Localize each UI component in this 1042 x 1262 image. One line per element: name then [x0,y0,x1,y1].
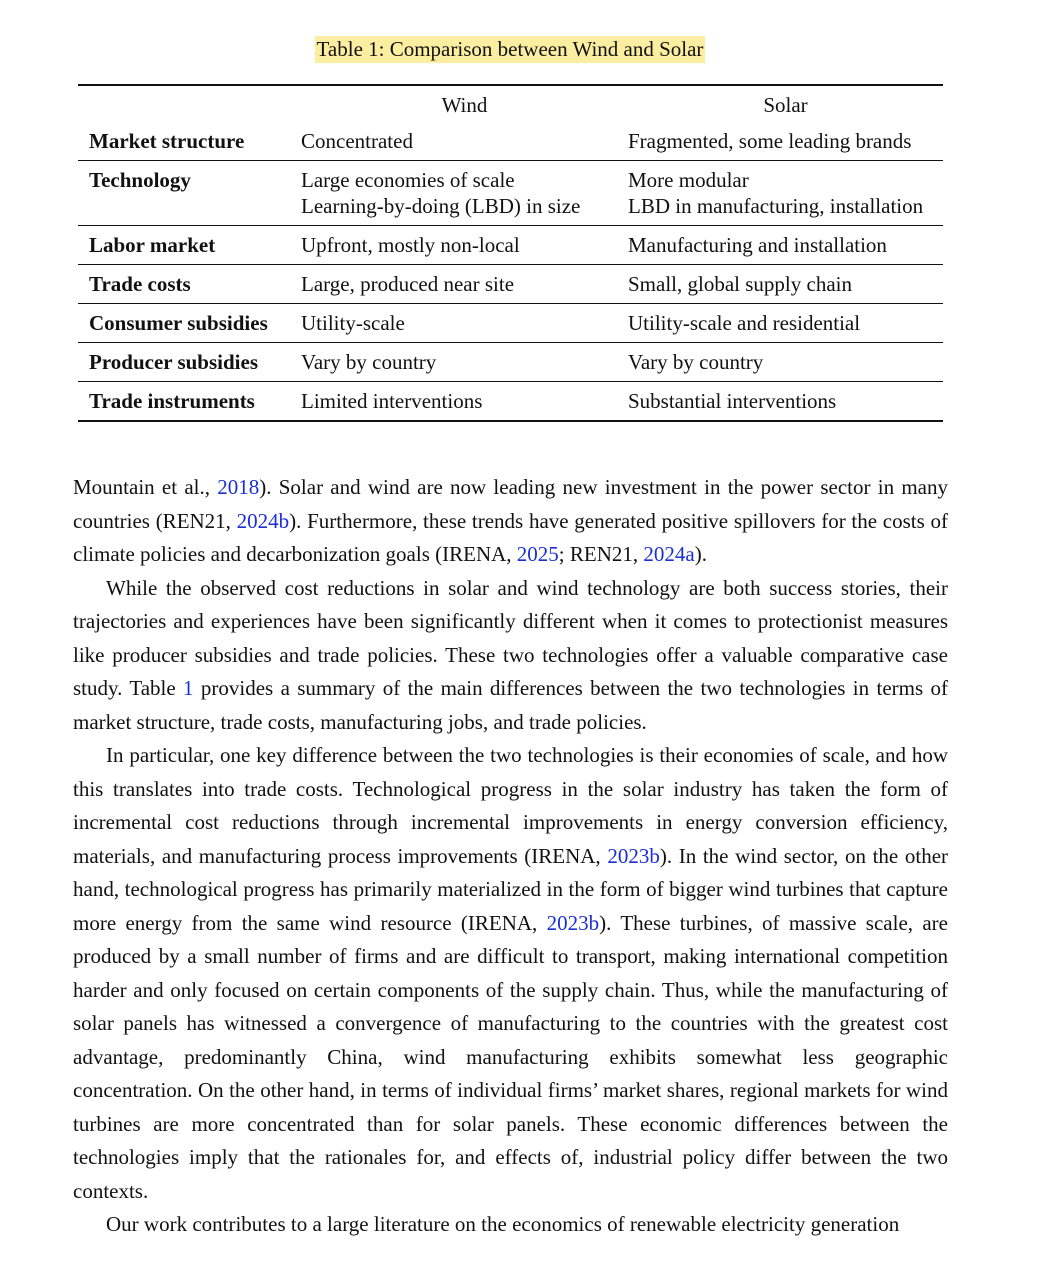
paragraph-text: Our work contributes to a large literature on the economics of renewable electricity generation [106,1212,900,1236]
wind-cell-line: Limited interventions [301,389,483,413]
paragraph-text: While the observed cost reductions in solar and wind technology are both success stories, their trajectories and experiences have been significantly different when it comes to protectionist measures like producer subsidies and trade policies. These two technologies offer a valuable comparative case study. Table [73,575,948,700]
paragraph [73,1208,948,1242]
citation-link[interactable]: 2025 [516,542,559,566]
paragraph-text: Mountain et al., [73,475,218,499]
solar-cell [628,122,943,161]
header-wind: Wind [441,93,488,117]
solar-cell-line: Vary by country [628,350,764,374]
solar-cell [628,343,943,382]
wind-cell [301,122,628,161]
citation-link[interactable]: 2024b [236,508,290,533]
table-row [78,304,943,343]
solar-cell-line: Manufacturing and installation [628,233,887,257]
solar-cell-line: More modular [628,168,749,192]
paragraph-text: ; REN21, [558,542,644,566]
paragraph-text: ). In the wind sector, on the other hand, technological progress has primarily materialized in the form of bigger wind turbines that capture more energy from the same wind resource (IRENA, [73,843,949,935]
table-row [78,161,943,226]
row-label: Producer subsidies [78,343,301,382]
wind-cell-line: Large, produced near site [301,272,515,296]
paragraph-text: ). Solar and wind are now leading new investment in the power sector in many countries (REN21, [73,475,948,533]
paragraph-text: provides a summary of the main differences between the two technologies in terms of market structure, trade costs, manufacturing jobs, and trade policies. [73,676,948,734]
table-row [78,226,943,265]
table-body [78,122,943,421]
body-text [73,471,948,1242]
table-row [78,265,943,304]
solar-cell-line: Fragmented, some leading brands [628,129,912,153]
paragraph [73,471,948,572]
wind-cell-line: Concentrated [301,129,413,153]
paragraph-text: ). [694,542,707,566]
paragraph-text: In particular, one key difference between the two technologies is their economies of scale, and how this translates into trade costs. Technological progress in the solar industry has taken the form of incremental cost reductions through incremental improvements in energy conversion efficiency, materials, and manufacturing process improvements (IRENA, [73,743,948,868]
row-label: Technology [78,161,301,226]
paragraph-text: ). These turbines, of massive scale, are produced by a small number of firms and are difficult to transport, making international competition harder and only focused on certain components of the supply chain. Thus, while the manufacturing of solar panels has witnessed a convergence of manufacturing to the countries with the greatest cost advantage, predominantly China, wind manufacturing exhibits somewhat less geographic concentration. On the other hand, in terms of individual firms’ market shares, regional markets for wind turbines are more concentrated than for solar panels. These economic differences between the technologies imply that the rationales for, and effects of, industrial policy differ between the two contexts. [73,910,948,1203]
wind-cell [301,343,628,382]
table-caption-wrap [0,36,1020,63]
solar-cell-line: LBD in manufacturing, installation [628,194,924,218]
wind-cell-line: Utility-scale [301,311,405,335]
solar-cell-line: Utility-scale and residential [628,311,861,335]
table-row [78,382,943,422]
solar-cell [628,382,943,422]
paragraph [73,572,948,740]
wind-cell [301,265,628,304]
wind-cell [301,226,628,265]
row-label: Labor market [78,226,301,265]
header-solar: Solar [763,93,808,117]
citation-link[interactable]: 2023b [546,910,600,935]
wind-cell-line: Upfront, mostly non-local [301,233,520,257]
comparison-table [78,84,943,422]
solar-cell-line: Substantial interventions [628,389,837,413]
solar-cell [628,161,943,226]
wind-cell [301,161,628,226]
paragraph [73,739,948,1208]
citation-link[interactable]: 2024a [643,542,695,566]
citation-link[interactable]: 2023b [607,843,660,868]
solar-cell [628,265,943,304]
table-header-row [78,85,943,122]
table-caption: Table 1: Comparison between Wind and Solar [316,37,704,61]
wind-cell-line: Learning-by-doing (LBD) in size [301,194,581,218]
wind-cell [301,382,628,422]
solar-cell [628,304,943,343]
solar-cell [628,226,943,265]
wind-cell-line: Large economies of scale [301,168,515,192]
wind-cell-line: Vary by country [301,350,437,374]
table-row [78,122,943,161]
row-label: Market structure [89,129,245,153]
citation-link[interactable]: 1 [183,676,194,700]
header-corner [78,85,301,122]
row-label: Trade costs [78,265,301,304]
citation-link[interactable]: 2018 [217,475,260,499]
paragraph-text: ). Furthermore, these trends have generated positive spillovers for the costs of climate policies and decarbonization goals (IRENA, [73,508,948,566]
row-label: Consumer subsidies [78,304,301,343]
solar-cell-line: Small, global supply chain [628,272,852,296]
table-row [78,343,943,382]
row-label: Trade instruments [78,382,301,422]
wind-cell [301,304,628,343]
